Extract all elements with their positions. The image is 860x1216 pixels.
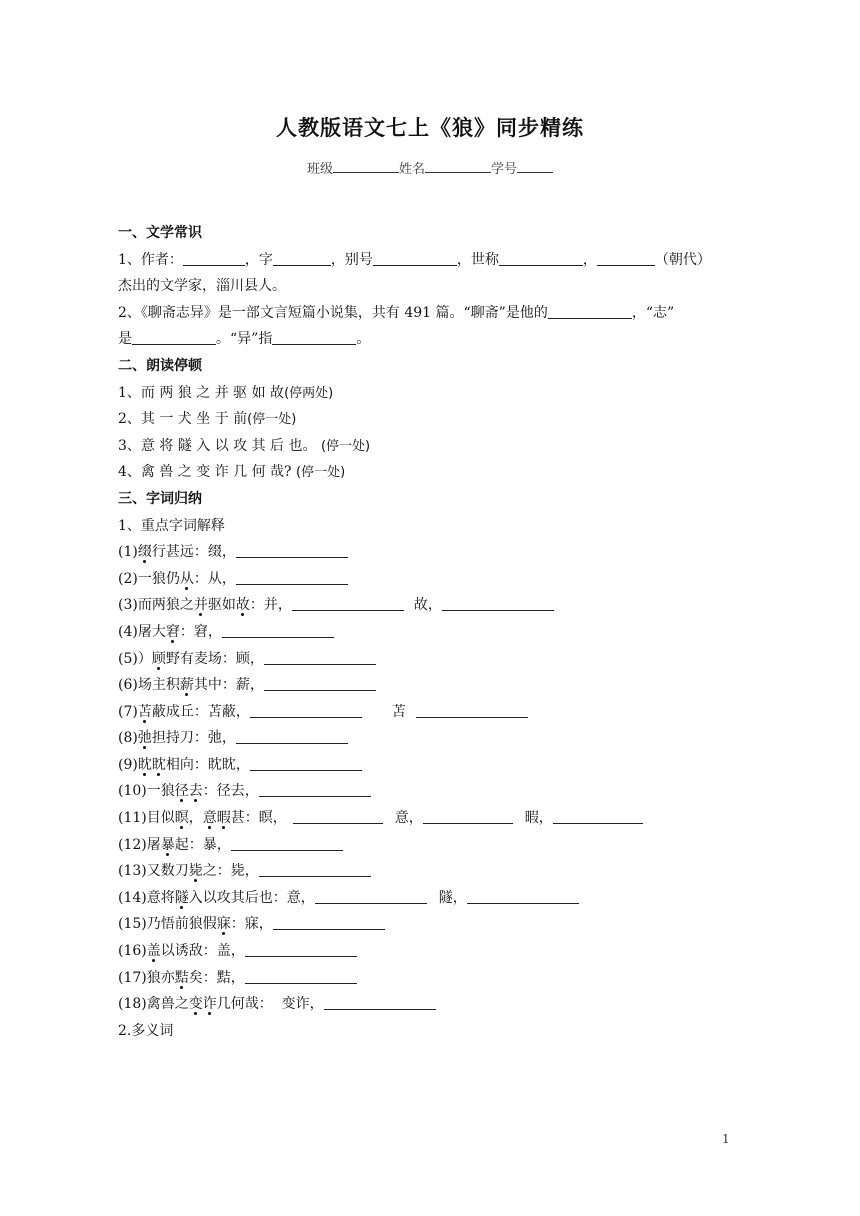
vocab-item-12 — [118, 832, 744, 859]
item-text: 起：暴， — [174, 836, 231, 853]
dotted-char: 寐 — [216, 916, 231, 933]
item-text: 之：毙， — [202, 863, 259, 880]
dotted-char: 眈 — [137, 756, 152, 773]
vocab-item-18 — [118, 991, 744, 1018]
item-text: 其中：薪， — [193, 677, 264, 694]
q1-text-a: 1、作者： — [118, 251, 183, 268]
q1-text-c: ，别号 — [330, 251, 373, 268]
item-text: 意将 — [146, 889, 175, 906]
item-number: (1) — [118, 544, 138, 561]
item-text: 野有麦场：顾， — [165, 650, 264, 667]
answer-blank-shan[interactable] — [416, 703, 528, 718]
vocab-item-6 — [118, 672, 744, 699]
item-text: 隧， — [438, 889, 467, 906]
item-text: 禽兽之 — [146, 996, 189, 1013]
vocab-item-11 — [118, 805, 744, 832]
answer-blank[interactable] — [245, 942, 357, 957]
item-text: 甚：瞑， — [230, 810, 287, 827]
dotted-char: 盖 — [146, 943, 161, 960]
answer-blank-yi[interactable] — [315, 889, 427, 904]
item-text: ：从， — [193, 570, 236, 587]
answer-blank[interactable] — [231, 836, 343, 851]
vocab-item-17 — [118, 965, 744, 992]
item-text: 苫 — [391, 703, 406, 720]
answer-blank-xia[interactable] — [553, 809, 643, 824]
item-text: 一狼 — [146, 783, 175, 800]
item-number: (18) — [118, 996, 147, 1013]
item-text: 蔽 — [151, 703, 166, 720]
dotted-char: 意 — [202, 810, 217, 827]
item-text: 目似 — [146, 810, 175, 827]
dotted-char: 故 — [235, 597, 250, 614]
item-text: 成丘：苫蔽， — [165, 703, 250, 720]
vocab-item-1 — [118, 539, 744, 566]
answer-blank[interactable] — [236, 543, 348, 558]
dotted-char: 薪 — [179, 677, 194, 694]
page-title: 人教版语文七上《狼》同步精练 — [276, 115, 584, 140]
item-number: (3) — [118, 597, 138, 614]
pause-note-3: (停一处) — [320, 438, 371, 454]
vocab-item-8 — [118, 725, 744, 752]
q1-blank-author[interactable] — [183, 251, 245, 266]
vocab-item-5 — [118, 646, 744, 673]
item-text: 行甚远：缀， — [151, 544, 236, 561]
dotted-char: 瞑 — [174, 810, 189, 827]
pause-sentence-3: 3、意 将 隧 入 以 攻 其 后 也。 — [118, 437, 317, 454]
q2-text-a: 2、《聊斋志异》是一部文言短篇小说集，共有 491 篇。“聊斋”是他的 — [118, 304, 548, 321]
item-number: (15) — [118, 916, 147, 933]
pause-item-3 — [118, 433, 744, 460]
item-text: 驱如 — [207, 597, 236, 614]
item-text: 乃悟前狼假 — [146, 916, 217, 933]
dotted-char: 隧 — [174, 889, 189, 906]
vocab-item-2 — [118, 566, 744, 593]
q2-blank-yi[interactable] — [272, 330, 356, 345]
answer-blank[interactable] — [264, 676, 376, 691]
item-text: 一狼仍 — [137, 570, 180, 587]
item-text: 故， — [413, 597, 442, 614]
item-number: (14) — [118, 889, 147, 906]
answer-blank[interactable] — [245, 969, 357, 984]
q2-blank-zhi[interactable] — [132, 330, 216, 345]
id-label: 学号 — [491, 162, 518, 177]
item-text: 又数刀 — [146, 863, 189, 880]
vocab-item-9 — [118, 752, 744, 779]
answer-blank-bing[interactable] — [292, 596, 404, 611]
q2-blank-liaozhai[interactable] — [548, 304, 632, 319]
pause-item-1 — [118, 380, 744, 407]
pause-note-4: (停一处) — [296, 465, 346, 481]
class-blank[interactable] — [333, 160, 399, 173]
class-label: 班级 — [306, 162, 333, 177]
page-number: 1 — [722, 1132, 730, 1146]
vocab-item-15 — [118, 911, 744, 938]
question-2-line-2 — [118, 326, 744, 353]
dotted-char: 暴 — [160, 836, 175, 853]
dotted-char: 眈 — [151, 756, 166, 773]
pause-item-2 — [118, 406, 744, 433]
item-number: (9) — [118, 756, 138, 773]
item-number: (16) — [118, 943, 147, 960]
section-heading-reading-pause: 二、朗读停顿 — [118, 357, 202, 374]
q1-text-e: ， — [582, 251, 597, 268]
vocab-subheading-key-words: 1、重点字词解释 — [118, 517, 225, 534]
item-text: 场主积 — [137, 677, 180, 694]
pause-sentence-4: 4、禽 兽 之 变 诈 几 何 哉? — [118, 464, 292, 481]
item-text: 而两狼之 — [137, 597, 194, 614]
answer-blank[interactable] — [259, 862, 371, 877]
dotted-char: 缀 — [137, 544, 152, 561]
answer-blank-ming[interactable] — [293, 809, 383, 824]
pause-sentence-2: 2、其 一 犬 坐 于 前 — [118, 411, 248, 428]
item-text: ：径去， — [202, 783, 259, 800]
item-text: 几何哉： 变诈， — [216, 996, 324, 1013]
dotted-char: 径 — [174, 783, 189, 800]
item-text: 狼亦 — [146, 969, 175, 986]
item-text: 意， — [394, 810, 423, 827]
answer-blank-shanbi[interactable] — [250, 703, 362, 718]
vocab-item-14 — [118, 885, 744, 912]
q2-text-d: 。“异”指 — [216, 331, 273, 348]
pause-sentence-1: 1、而 两 狼 之 并 驱 如 故 — [118, 384, 285, 401]
dotted-char: 弛 — [137, 730, 152, 747]
answer-blank[interactable] — [273, 915, 385, 930]
item-text: 屠 — [146, 836, 161, 853]
item-text: 入以攻其后也：意， — [188, 889, 315, 906]
dotted-char: 变 — [188, 996, 203, 1013]
item-number: (11) — [118, 810, 147, 827]
q1-blank-alias[interactable] — [373, 251, 457, 266]
item-number: (4) — [118, 623, 138, 640]
item-text: ：并， — [249, 597, 292, 614]
dotted-char: 暇 — [216, 810, 231, 827]
name-label: 姓名 — [398, 162, 425, 177]
item-text: ） — [137, 650, 152, 667]
item-text: ：寐， — [230, 916, 273, 933]
section-heading-literature: 一、文学常识 — [118, 225, 202, 241]
q2-text-e: 。 — [356, 331, 371, 348]
item-text: 暇， — [524, 810, 553, 827]
q1-text-f: （朝代） — [654, 251, 711, 268]
pause-note-2: (停一处) — [247, 412, 297, 428]
answer-blank-sui[interactable] — [467, 889, 579, 904]
item-number: (17) — [118, 969, 147, 986]
answer-blank[interactable] — [324, 995, 436, 1010]
item-number: (7) — [118, 703, 138, 720]
vocab-item-7 — [118, 699, 744, 726]
item-text: 相向：眈眈， — [165, 756, 250, 773]
answer-blank[interactable] — [222, 623, 334, 638]
dotted-char: 诈 — [202, 996, 217, 1013]
vocab-item-4 — [118, 619, 744, 646]
item-text: 担持刀：弛， — [151, 730, 236, 747]
answer-blank[interactable] — [264, 650, 376, 665]
answer-blank-yi[interactable] — [423, 809, 513, 824]
name-blank[interactable] — [425, 160, 491, 173]
q1-blank-title[interactable] — [499, 251, 583, 266]
student-info-line — [0, 158, 860, 177]
item-number: (5) — [118, 650, 138, 667]
vocab-item-10 — [118, 778, 744, 805]
item-number: (8) — [118, 730, 138, 747]
section-heading-vocabulary: 三、字词归纳 — [118, 490, 202, 507]
vocab-item-16 — [118, 938, 744, 965]
q2-text-c: 是 — [118, 331, 132, 348]
answer-blank[interactable] — [250, 756, 362, 771]
item-number: (2) — [118, 570, 138, 587]
q2-text-b: ，“志” — [631, 304, 675, 321]
dotted-char: 从 — [179, 570, 194, 587]
q1-blank-dynasty[interactable] — [597, 251, 655, 266]
dotted-char: 苫 — [137, 703, 152, 720]
question-1-line-2: 杰出的文学家，淄川县人。 — [118, 278, 286, 295]
dotted-char: 毙 — [188, 863, 203, 880]
item-text: 屠大 — [137, 623, 166, 640]
vocab-subheading-polysemy: 2.多义词 — [118, 1022, 174, 1039]
answer-blank[interactable] — [259, 782, 371, 797]
question-1-line-1 — [118, 247, 744, 274]
worksheet-content — [118, 220, 744, 1044]
vocab-item-13 — [118, 858, 744, 885]
item-text: ：窘， — [179, 623, 222, 640]
vocab-item-3 — [118, 592, 744, 619]
dotted-char: 去 — [188, 783, 203, 800]
answer-blank-gu[interactable] — [442, 596, 554, 611]
q1-text-d: ，世称 — [456, 251, 499, 268]
answer-blank[interactable] — [236, 729, 348, 744]
item-number: (12) — [118, 836, 147, 853]
item-number: (13) — [118, 863, 147, 880]
item-text: 矣：黠， — [188, 969, 245, 986]
answer-blank[interactable] — [236, 570, 348, 585]
item-text: 以诱敌：盖， — [160, 943, 245, 960]
dotted-char: 黠 — [174, 969, 189, 986]
pause-item-4 — [118, 459, 744, 486]
dotted-char: 并 — [193, 597, 208, 614]
item-text: ， — [188, 810, 203, 827]
dotted-char: 顾 — [151, 650, 166, 667]
pause-note-1: (停两处) — [284, 385, 334, 401]
q1-blank-courtesy-name[interactable] — [273, 251, 331, 266]
item-number: (6) — [118, 677, 138, 694]
id-blank[interactable] — [517, 160, 553, 173]
question-2-line-1 — [118, 300, 744, 327]
item-number: (10) — [118, 783, 147, 800]
dotted-char: 窘 — [165, 623, 180, 640]
q1-text-b: ，字 — [244, 251, 273, 268]
